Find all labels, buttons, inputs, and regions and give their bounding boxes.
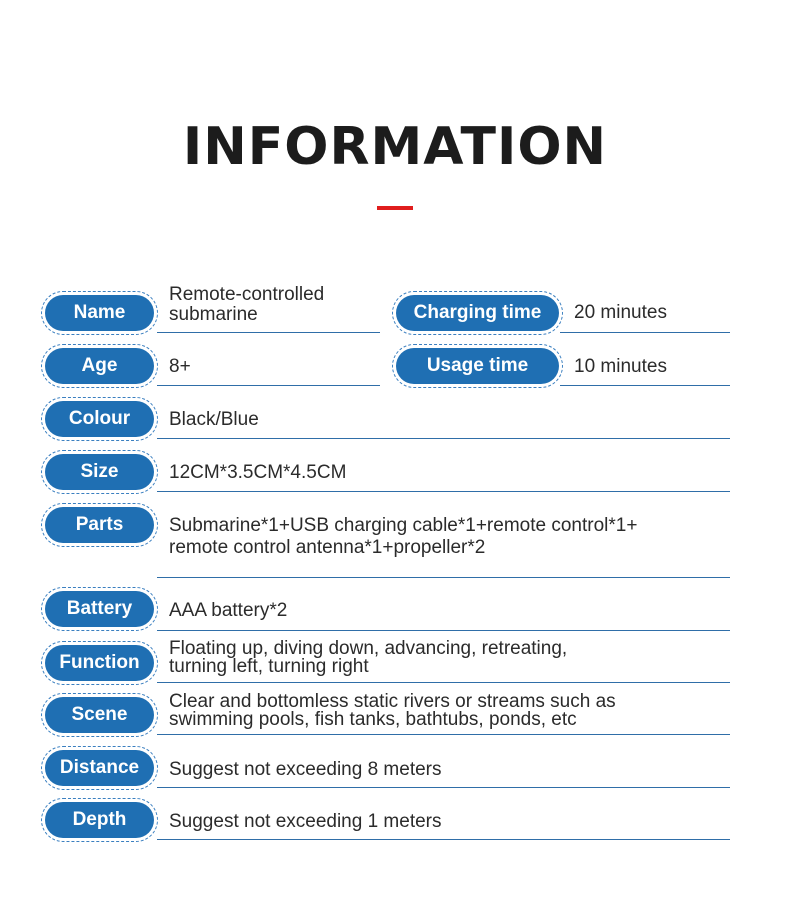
name-label: Name (45, 295, 154, 331)
size-label: Size (45, 454, 154, 490)
depth-label: Depth (45, 802, 154, 838)
parts-label-badge (41, 503, 158, 547)
distance-value: Suggest not exceeding 8 meters (169, 759, 442, 780)
depth-underline (157, 839, 730, 840)
parts-value-line1: Submarine*1+USB charging cable*1+remote control*1+ (169, 515, 638, 536)
scene-value-line1: Clear and bottomless static rivers or streams such as (169, 691, 616, 712)
parts-underline (157, 577, 730, 578)
age-label-badge (41, 344, 158, 388)
scene-label: Scene (45, 697, 154, 733)
charging-time-label-badge (392, 291, 563, 335)
age-value: 8+ (169, 356, 191, 377)
size-underline (157, 491, 730, 492)
battery-underline (157, 630, 730, 631)
charging-time-value: 20 minutes (574, 302, 667, 323)
name-value-line1: Remote-controlled (169, 284, 325, 305)
charging-time-underline (560, 332, 730, 333)
function-underline (157, 682, 730, 683)
usage-time-value: 10 minutes (574, 356, 667, 377)
name-value-line2: submarine (169, 304, 258, 325)
age-label: Age (45, 348, 154, 384)
depth-value: Suggest not exceeding 1 meters (169, 811, 442, 832)
function-value-line1: Floating up, diving down, advancing, retreating, (169, 638, 568, 659)
colour-value: Black/Blue (169, 409, 259, 430)
distance-underline (157, 787, 730, 788)
scene-value-line2: swimming pools, fish tanks, bathtubs, ponds, etc (169, 709, 577, 730)
distance-label: Distance (45, 750, 154, 786)
function-value-line2: turning left, turning right (169, 656, 369, 677)
colour-label-badge (41, 397, 158, 441)
scene-label-badge (41, 693, 158, 737)
charging-time-label: Charging time (396, 295, 559, 331)
battery-label-badge (41, 587, 158, 631)
size-value: 12CM*3.5CM*4.5CM (169, 462, 347, 483)
depth-label-badge (41, 798, 158, 842)
colour-label: Colour (45, 401, 154, 437)
distance-label-badge (41, 746, 158, 790)
parts-value-line2: remote control antenna*1+propeller*2 (169, 537, 486, 558)
function-label: Function (45, 645, 154, 681)
usage-time-label: Usage time (396, 348, 559, 384)
colour-underline (157, 438, 730, 439)
page-title: INFORMATION (182, 117, 608, 177)
battery-label: Battery (45, 591, 154, 627)
name-underline (157, 332, 380, 333)
function-label-badge (41, 641, 158, 685)
name-label-badge (41, 291, 158, 335)
title-accent-bar (377, 206, 413, 210)
battery-value: AAA battery*2 (169, 600, 288, 621)
size-label-badge (41, 450, 158, 494)
scene-underline (157, 734, 730, 735)
usage-time-underline (560, 385, 730, 386)
parts-label: Parts (45, 507, 154, 543)
age-underline (157, 385, 380, 386)
usage-time-label-badge (392, 344, 563, 388)
